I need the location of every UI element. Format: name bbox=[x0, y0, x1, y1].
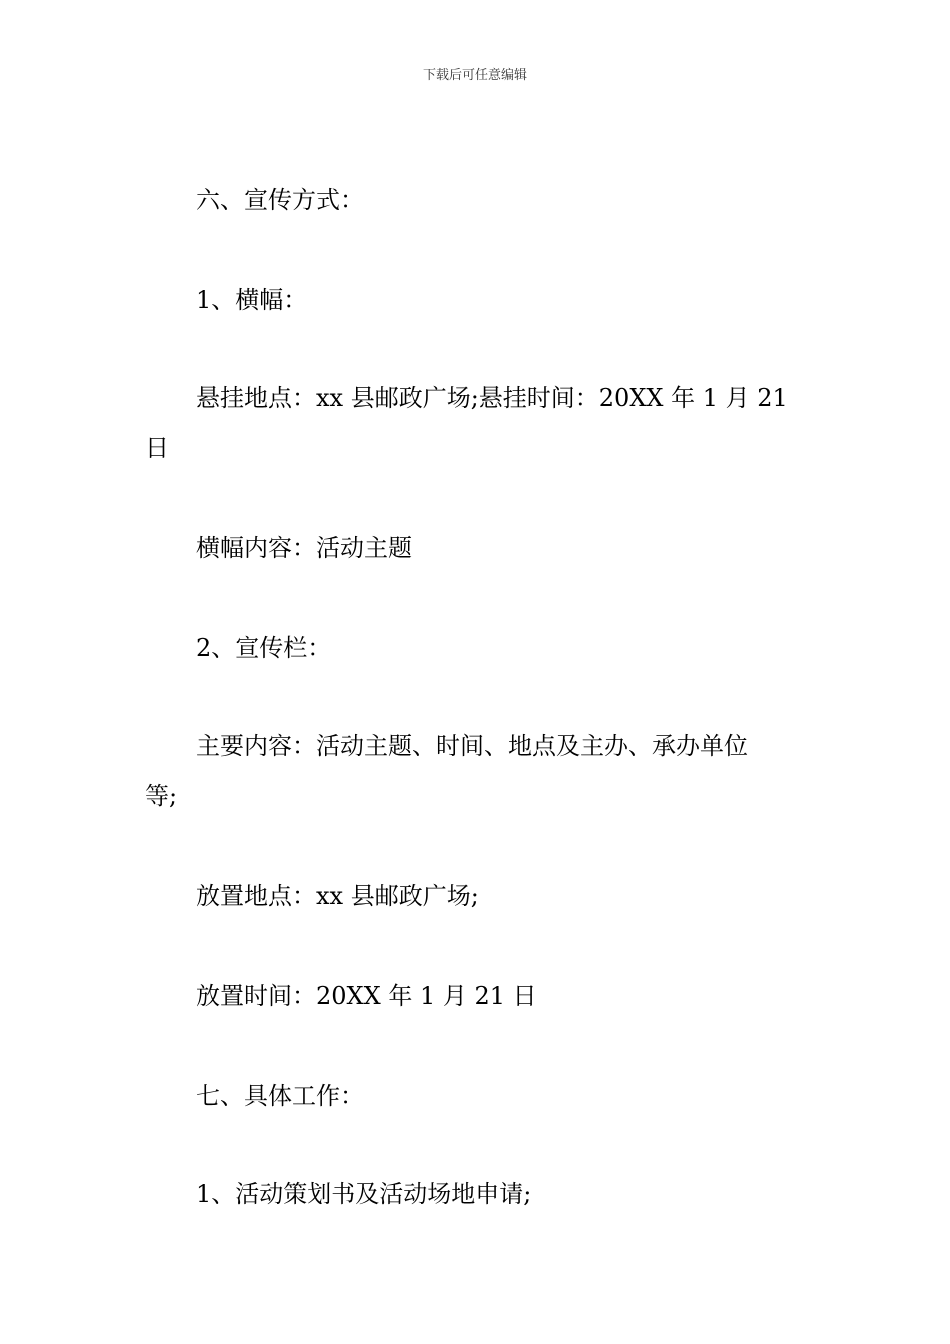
section-heading-publicity: 六、宣传方式： bbox=[196, 186, 364, 214]
work-item-1: 1、活动策划书及活动场地申请; bbox=[196, 1180, 532, 1208]
section-heading-specific-work: 七、具体工作： bbox=[196, 1082, 364, 1110]
banner-location-time-continued: 日 bbox=[145, 434, 169, 462]
bulletin-location: 放置地点：xx 县邮政广场; bbox=[196, 882, 479, 910]
bulletin-main-content-continued: 等; bbox=[145, 782, 178, 810]
item-banner-heading: 1、横幅： bbox=[196, 286, 308, 314]
bulletin-main-content: 主要内容：活动主题、时间、地点及主办、承办单位 bbox=[196, 732, 748, 760]
banner-content: 横幅内容：活动主题 bbox=[196, 534, 412, 562]
item-bulletin-board-heading: 2、宣传栏： bbox=[196, 634, 332, 662]
page-header: 下载后可任意编辑 bbox=[422, 68, 527, 83]
banner-location-time: 悬挂地点：xx 县邮政广场;悬挂时间：20XX 年 1 月 21 bbox=[196, 384, 788, 412]
bulletin-time: 放置时间：20XX 年 1 月 21 日 bbox=[196, 982, 537, 1010]
